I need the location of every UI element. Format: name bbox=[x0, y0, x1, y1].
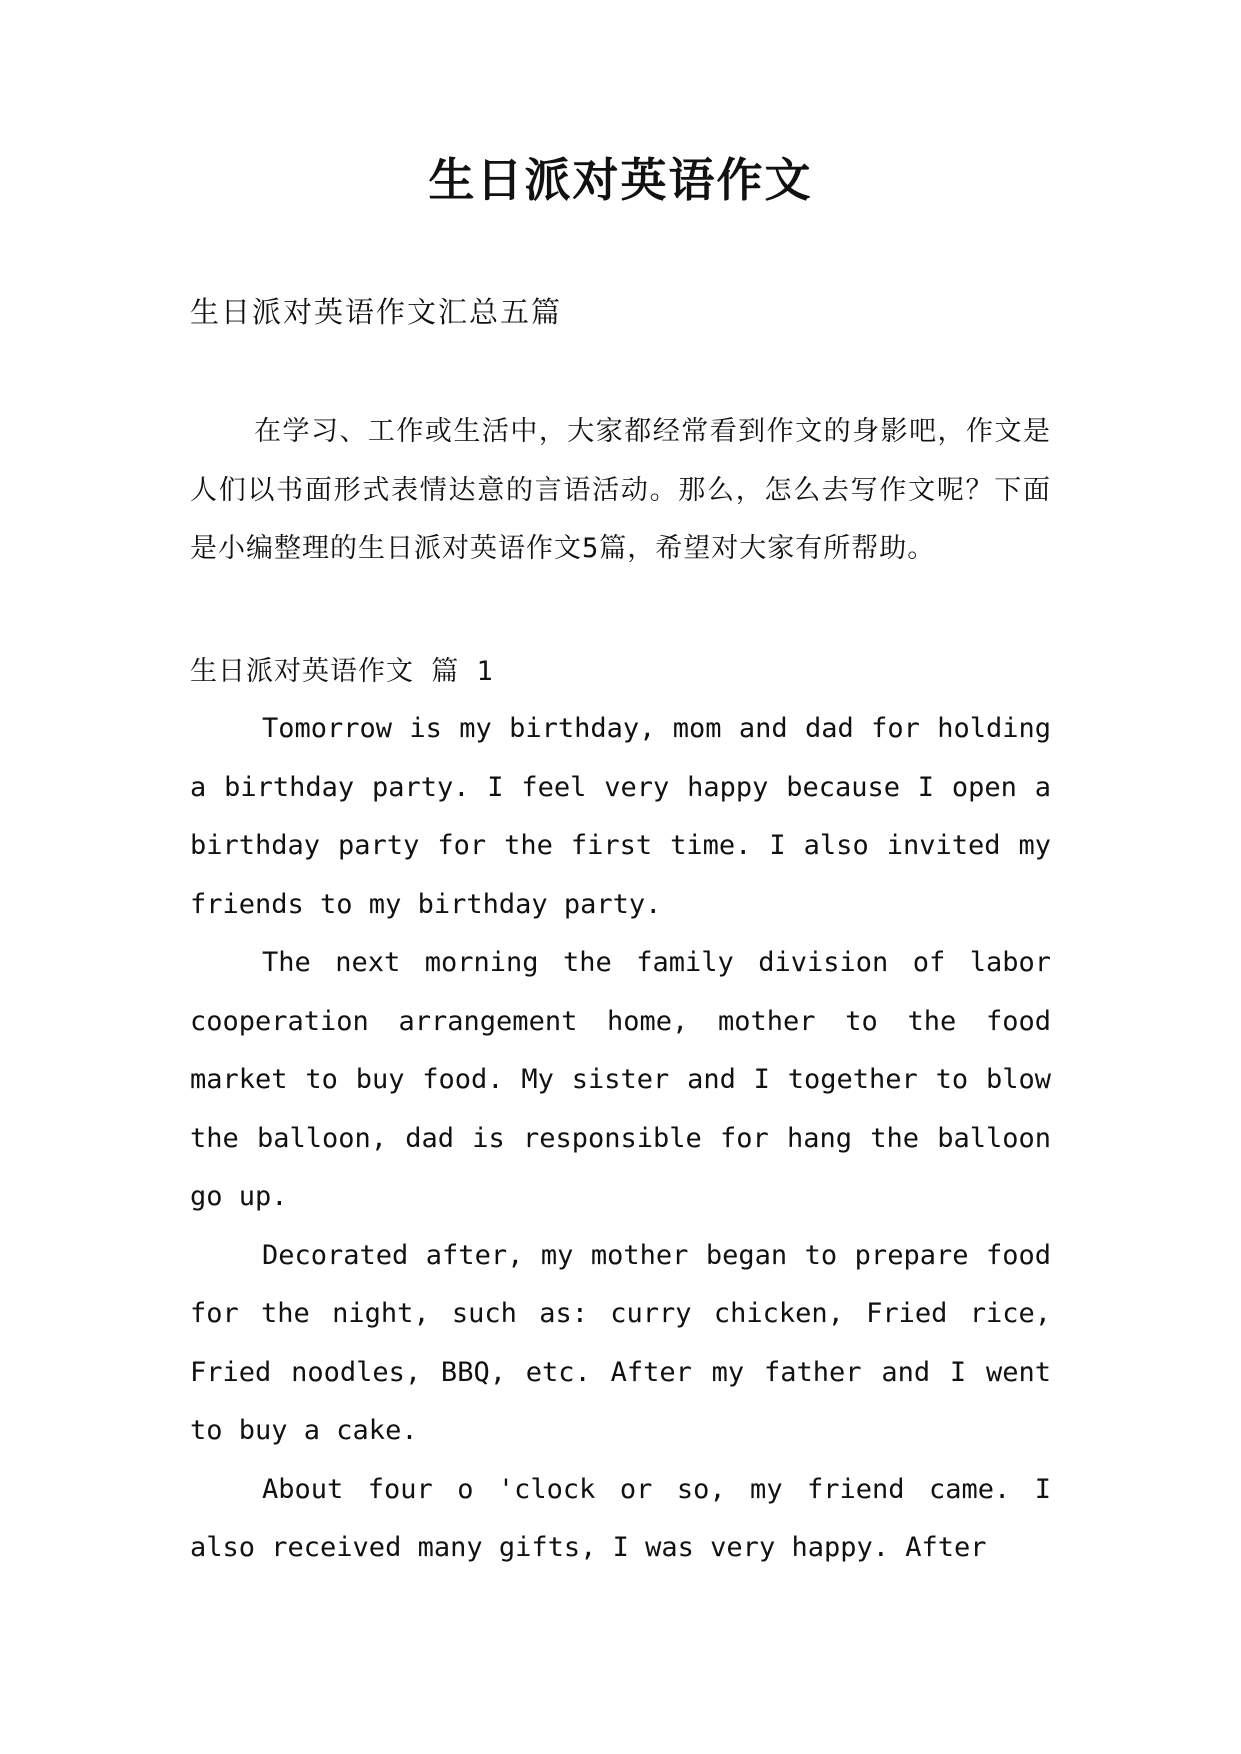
document-title: 生日派对英语作文 bbox=[428, 153, 813, 207]
section-heading: 生日派对英语作文 篇 1 bbox=[190, 656, 494, 687]
essay-body bbox=[190, 700, 1051, 1578]
document-subtitle: 生日派对英语作文汇总五篇 bbox=[190, 295, 563, 329]
intro-paragraph: 在学习、工作或生活中，大家都经常看到作文的身影吧，作文是人们以书面形式表情达意的言语活动。那么，怎么去写作文呢？下面是小编整理的生日派对英语作文5篇，希望对大家有所帮助。 bbox=[190, 416, 1051, 564]
essay-paragraph: The next morning the family division of labor cooperation arrangement home, mother to the food market to buy food. My sister and I together to blow the balloon, dad is responsible for hang the balloon go up. bbox=[190, 947, 1051, 1212]
essay-paragraph: Tomorrow is my birthday, mom and dad for holding a birthday party. I feel very happy because I open a birthday party for the first time. I also invited my friends to my birthday party. bbox=[190, 713, 1051, 920]
essay-paragraph: About four o 'clock or so, my friend came. I also received many gifts, I was very happy. After bbox=[190, 1473, 1051, 1563]
essay-paragraph: Decorated after, my mother began to prepare food for the night, such as: curry chicken, Fried rice, Fried noodles, BBQ, etc. After my father and I went to buy a cake. bbox=[190, 1239, 1051, 1446]
